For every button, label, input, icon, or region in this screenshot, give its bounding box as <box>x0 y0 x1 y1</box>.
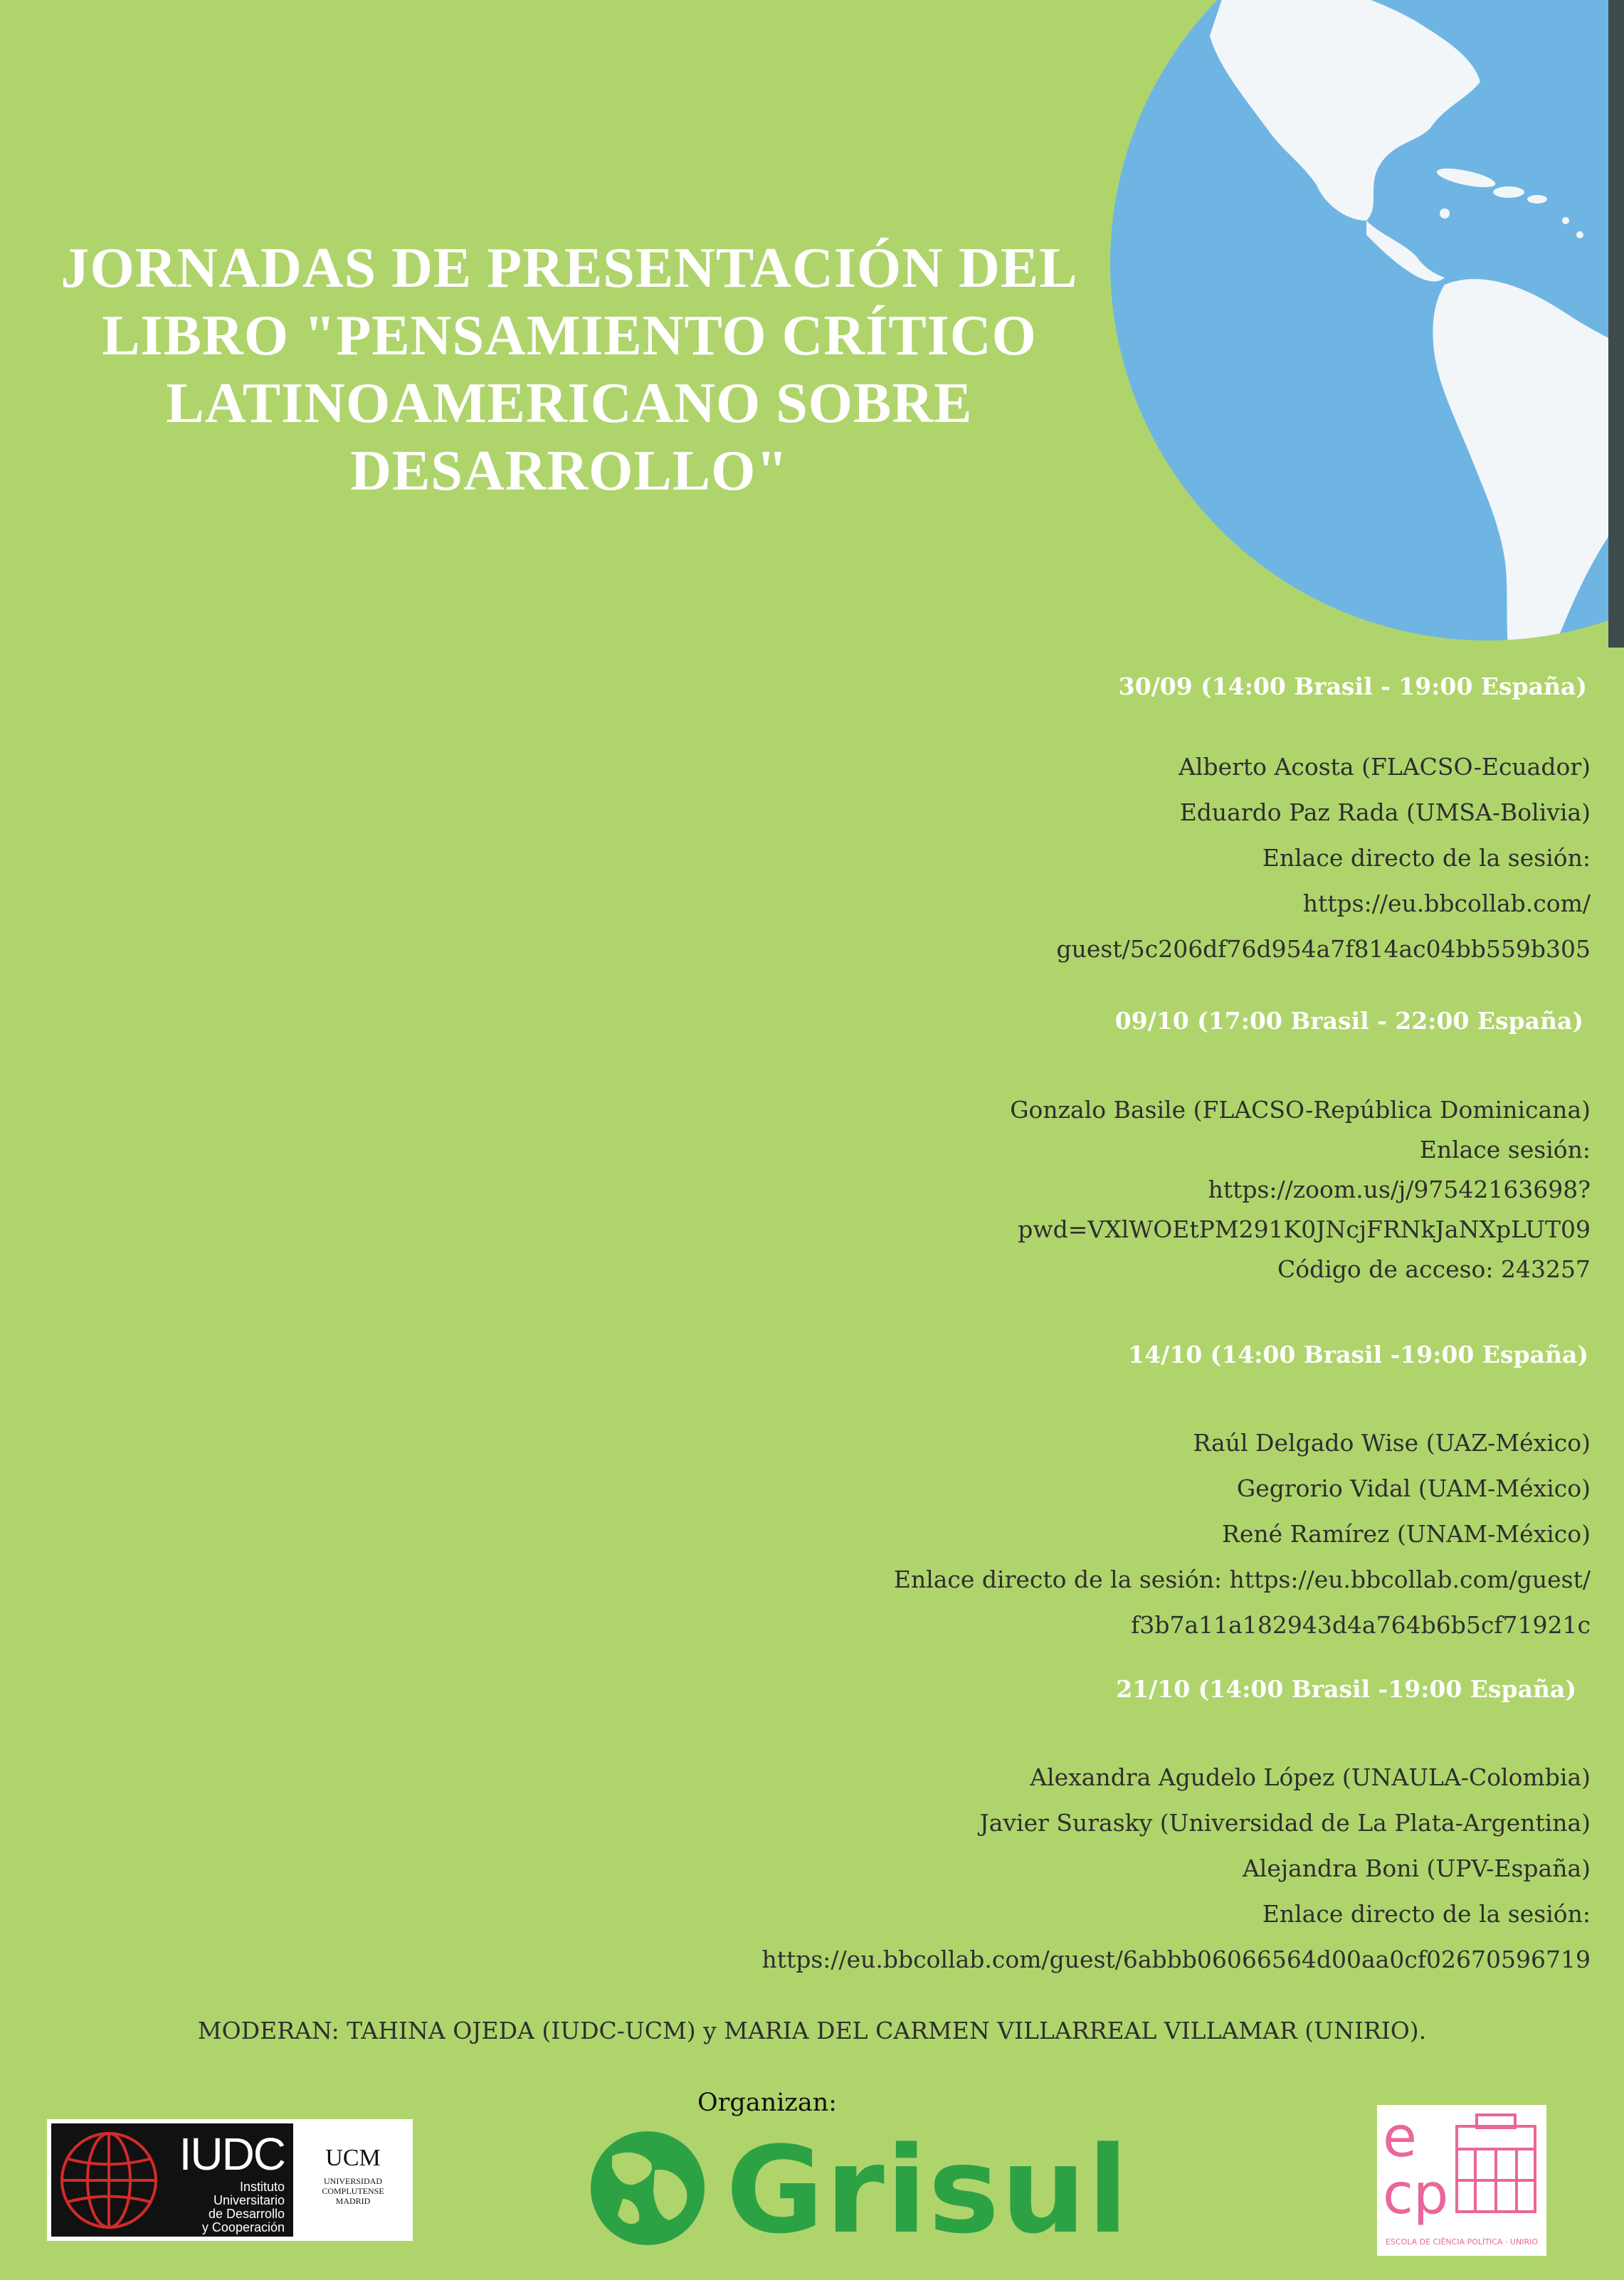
iudc-line: Instituto <box>239 2180 285 2194</box>
schedule <box>761 0 1591 1993</box>
session-link[interactable]: pwd=VXlWOEtPM291K0JNcjFRNkJaNXpLUT09 <box>1018 1215 1591 1243</box>
event-title: JORNADAS DE PRESENTACIÓN DEL LIBRO "PENSAMIENTO CRÍTICO LATINOAMERICANO SOBRE DESARROLLO" <box>60 237 1078 502</box>
grisul-globe-icon <box>584 2128 712 2249</box>
iudc-line: de Desarrollo <box>208 2207 285 2221</box>
grisul-logo <box>584 2121 1130 2260</box>
speaker: Eduardo Paz Rada (UMSA-Bolivia) <box>1179 798 1591 826</box>
speaker: Gegrorio Vidal (UAM-México) <box>1236 1474 1591 1502</box>
ucm-line: UNIVERSIDAD <box>324 2176 382 2186</box>
speaker: Raúl Delgado Wise (UAZ-México) <box>1193 1429 1591 1457</box>
grisul-wordmark: Grisul <box>726 2121 1130 2260</box>
speaker: Javier Surasky (Universidad de La Plata-Argentina) <box>979 1809 1591 1837</box>
globe-grid-icon <box>56 2127 162 2234</box>
access-code: Código de acceso: 243257 <box>1277 1255 1591 1283</box>
iudc-line: y Cooperación <box>201 2220 285 2234</box>
moderators: MODERAN: TAHINA OJEDA (IUDC-UCM) y MARIA DEL CARMEN VILLARREAL VILLAMAR (UNIRIO). <box>197 2017 1427 2044</box>
session-link[interactable]: guest/5c206df76d954a7f814ac04bb559b305 <box>1056 935 1591 963</box>
session-date: 14/10 (14:00 Brasil -19:00 España) <box>1128 1341 1588 1368</box>
ucm-line: MADRID <box>335 2196 371 2206</box>
iudc-line: Universitario <box>213 2193 285 2207</box>
session-date: 21/10 (14:00 Brasil -19:00 España) <box>1116 1675 1576 1703</box>
session-link[interactable]: https://eu.bbcollab.com/guest/6abbb06066564d00aa0cf02670596719 <box>761 1946 1591 1973</box>
globe-dark-edge <box>1608 0 1624 648</box>
speaker: Gonzalo Basile (FLACSO-República Dominicana) <box>1010 1096 1591 1124</box>
ecp-caption: ESCOLA DE CIÊNCIA POLÍTICA · UNIRIO <box>1385 2237 1539 2247</box>
svg-text:cp: cp <box>1383 2163 1449 2227</box>
session-link[interactable]: https://zoom.us/j/97542163698? <box>1208 1176 1591 1203</box>
ucm-line: COMPLUTENSE <box>322 2186 384 2196</box>
session-link[interactable]: f3b7a11a182943d4a764b6b5cf71921c <box>1131 1611 1591 1639</box>
speaker: Alberto Acosta (FLACSO-Ecuador) <box>1179 753 1591 781</box>
svg-text:e: e <box>1383 2106 1417 2170</box>
organizers-label: Organizan: <box>697 2089 838 2117</box>
session-date: 09/10 (17:00 Brasil - 22:00 España) <box>1114 1007 1583 1035</box>
ecp-unirio-logo <box>1377 2105 1546 2256</box>
session-link[interactable]: Enlace directo de la sesión: https://eu.bbcollab.com/guest/ <box>893 1566 1591 1593</box>
link-label: Enlace directo de la sesión: <box>1262 1900 1591 1928</box>
session-link[interactable]: https://eu.bbcollab.com/ <box>1302 890 1591 917</box>
session-date: 30/09 (14:00 Brasil - 19:00 España) <box>1118 672 1587 700</box>
speaker: Alexandra Agudelo López (UNAULA-Colombia) <box>1030 1763 1591 1791</box>
speaker: René Ramírez (UNAM-México) <box>1222 1520 1591 1548</box>
iudc-name: IUDC <box>179 2128 285 2180</box>
speaker: Alejandra Boni (UPV-España) <box>1242 1854 1591 1882</box>
ucm-name: UCM <box>325 2145 381 2171</box>
link-label: Enlace sesión: <box>1419 1136 1591 1163</box>
iudc-ucm-logo <box>47 2119 413 2241</box>
ecp-building-icon <box>1377 2105 1546 2256</box>
ucm-logo <box>297 2123 408 2237</box>
link-label: Enlace directo de la sesión: <box>1262 844 1591 872</box>
